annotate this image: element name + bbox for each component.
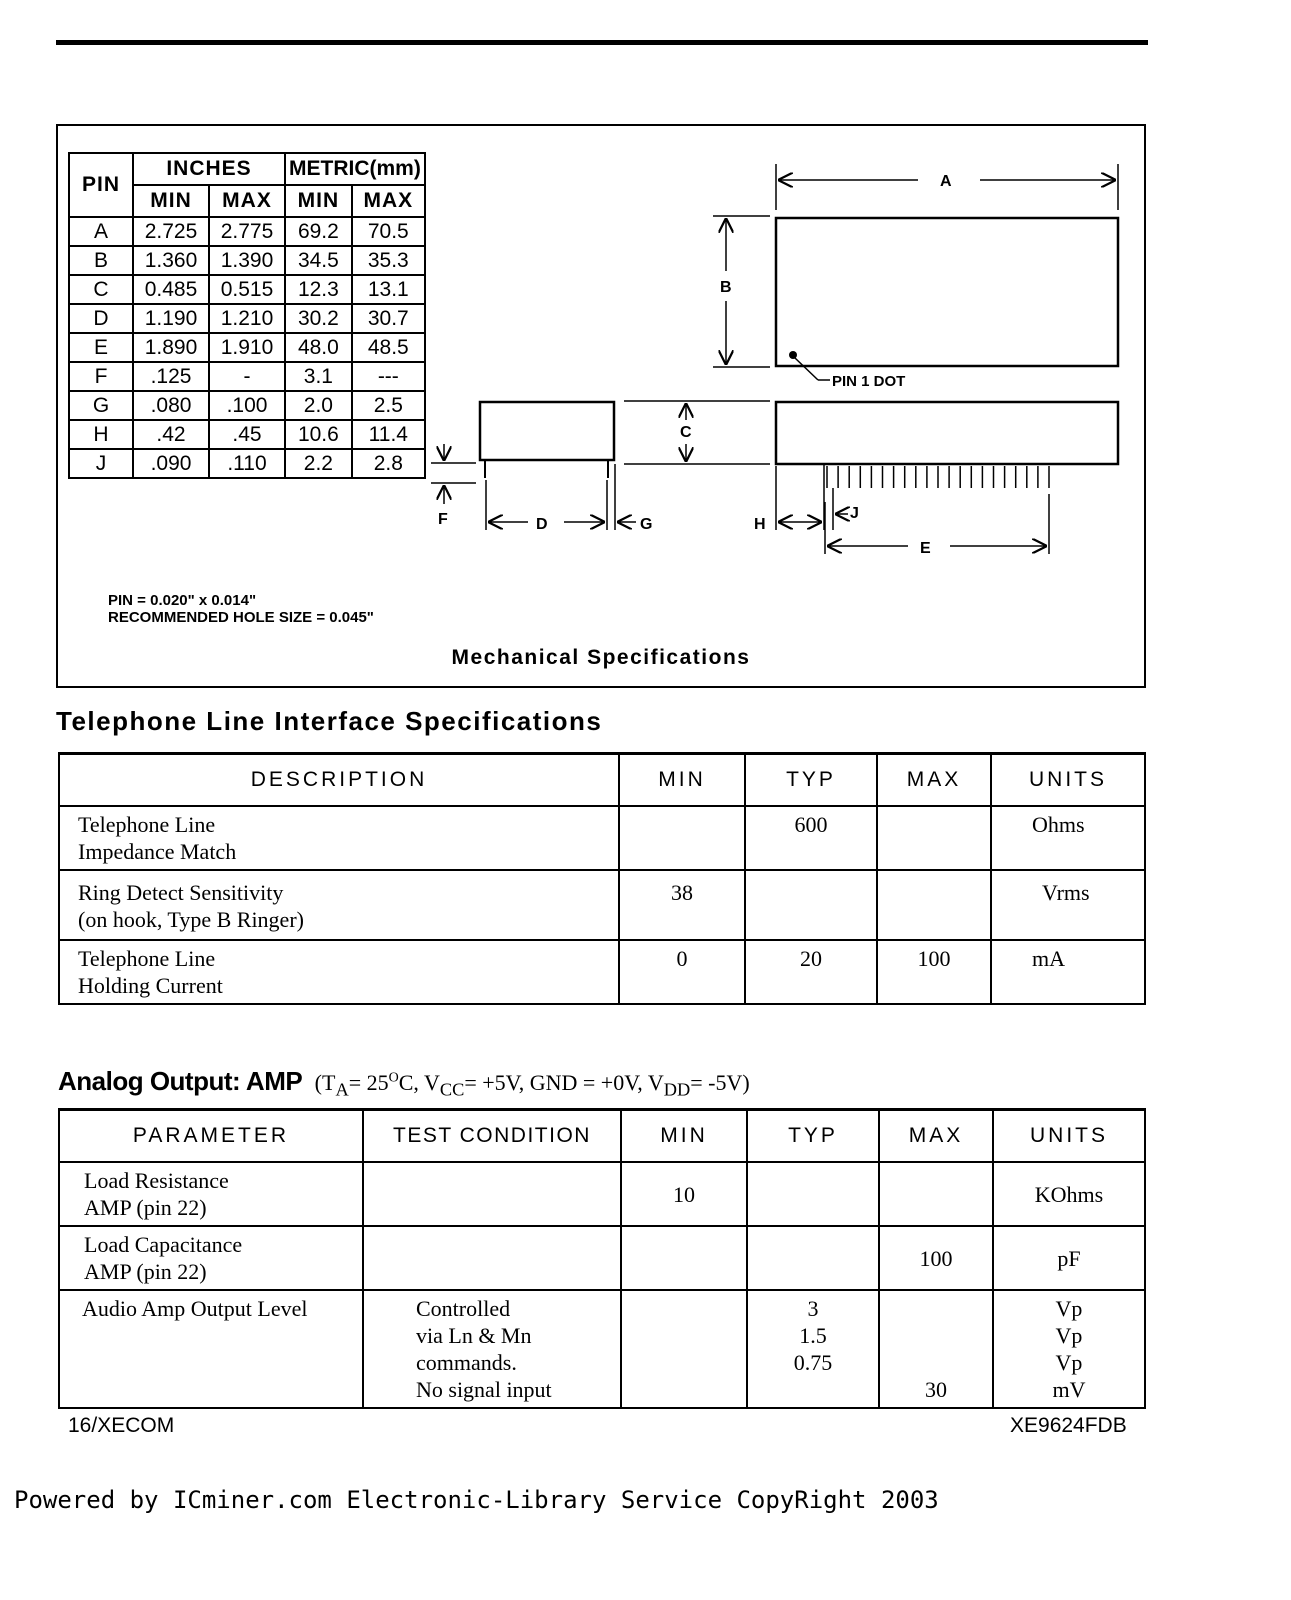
in-max-cell: .45 — [209, 420, 285, 449]
min-cell — [619, 806, 745, 870]
header-parameter: PARAMETER — [59, 1110, 363, 1163]
typ-line: 1.5 — [799, 1323, 827, 1348]
analog-section-heading — [58, 1066, 750, 1100]
dim-d-label: D — [536, 516, 548, 533]
description-line: Holding Current — [78, 973, 223, 998]
in-max-cell: 1.910 — [209, 333, 285, 362]
header-in-max: MAX — [209, 185, 285, 217]
dim-f-label: F — [438, 511, 448, 528]
min-cell: 0 — [619, 940, 745, 1004]
side-view-outline — [776, 402, 1118, 464]
dim-c-label: C — [680, 424, 692, 441]
max-cell: 100 — [879, 1226, 993, 1290]
in-max-cell: 1.390 — [209, 246, 285, 275]
mm-min-cell: 10.6 — [285, 420, 352, 449]
parameter-line: AMP (pin 22) — [84, 1259, 207, 1284]
footer-part-number: XE9624FDB — [1010, 1414, 1127, 1437]
mm-max-cell: 30.7 — [352, 304, 425, 333]
top-view-outline — [776, 218, 1118, 366]
units-line: Vp — [1055, 1350, 1083, 1375]
header-max: MAX — [877, 754, 991, 807]
cond-sub: DD — [663, 1079, 691, 1100]
parameter-line: AMP (pin 22) — [84, 1195, 207, 1220]
condition-line: Controlled — [416, 1296, 511, 1321]
cond-text: (T — [314, 1070, 336, 1095]
units-cell: Vrms — [991, 870, 1145, 940]
description-cell — [59, 940, 619, 1004]
in-min-cell: 2.725 — [133, 217, 209, 246]
units-cell: mA — [991, 940, 1145, 1004]
parameter-cell — [59, 1226, 363, 1290]
min-cell — [621, 1226, 747, 1290]
mechanical-spec-frame — [56, 124, 1146, 688]
mm-max-cell: 35.3 — [352, 246, 425, 275]
in-min-cell: 0.485 — [133, 275, 209, 304]
header-min: MIN — [619, 754, 745, 807]
units-cell: KOhms — [993, 1162, 1145, 1226]
test-condition-cell — [363, 1290, 621, 1408]
cond-text: = +5V, GND = +0V, V — [464, 1070, 664, 1095]
pin-cell: B — [69, 246, 133, 275]
mm-min-cell: 69.2 — [285, 217, 352, 246]
cond-sub: A — [335, 1079, 349, 1100]
header-test-condition: TEST CONDITION — [363, 1110, 621, 1163]
description-cell — [59, 806, 619, 870]
typ-cell — [745, 870, 877, 940]
mm-min-cell: 12.3 — [285, 275, 352, 304]
in-min-cell: 1.190 — [133, 304, 209, 333]
typ-line: 0.75 — [793, 1350, 833, 1375]
mm-min-cell: 2.0 — [285, 391, 352, 420]
test-condition-cell — [363, 1226, 621, 1290]
units-line: Vp — [1055, 1323, 1083, 1348]
cond-sup: O — [388, 1070, 399, 1086]
dim-h-label: H — [754, 516, 766, 533]
analog-conditions — [314, 1070, 750, 1100]
description-cell — [59, 870, 619, 940]
dim-g-label: G — [640, 516, 653, 533]
units-cell — [993, 1290, 1145, 1408]
telephone-spec-table — [58, 752, 1146, 1005]
header-pin: PIN — [69, 153, 133, 217]
max-line: 30 — [925, 1377, 947, 1402]
max-cell — [877, 870, 991, 940]
in-min-cell: 1.360 — [133, 246, 209, 275]
in-min-cell: .090 — [133, 449, 209, 478]
table-row — [59, 806, 1145, 870]
table-row — [59, 870, 1145, 940]
description-line: Impedance Match — [78, 839, 237, 864]
telephone-section-title: Telephone Line Interface Specifications — [56, 706, 603, 736]
analog-spec-table — [58, 1108, 1146, 1409]
in-max-cell: 1.210 — [209, 304, 285, 333]
footer-page-number: 16/XECOM — [68, 1414, 175, 1437]
units-cell: Ohms — [991, 806, 1145, 870]
mm-max-cell: 48.5 — [352, 333, 425, 362]
typ-cell: 20 — [745, 940, 877, 1004]
mm-max-cell: --- — [352, 362, 425, 391]
header-max: MAX — [879, 1110, 993, 1163]
pin1-label: PIN 1 DOT — [832, 373, 906, 390]
max-cell — [879, 1290, 993, 1408]
description-line: (on hook, Type B Ringer) — [78, 907, 304, 932]
header-mm-min: MIN — [285, 185, 352, 217]
end-view-outline — [480, 402, 614, 460]
mm-max-cell: 70.5 — [352, 217, 425, 246]
cond-text: = -5V) — [690, 1070, 750, 1095]
header-units: UNITS — [991, 754, 1145, 807]
header-typ: TYP — [747, 1110, 879, 1163]
header-metric: METRIC(mm) — [285, 153, 425, 185]
pin-cell: E — [69, 333, 133, 362]
in-min-cell: .125 — [133, 362, 209, 391]
table-row — [59, 1162, 1145, 1226]
units-line: mV — [1052, 1377, 1086, 1402]
mm-max-cell: 11.4 — [352, 420, 425, 449]
min-cell: 10 — [621, 1162, 747, 1226]
parameter-cell — [59, 1162, 363, 1226]
test-condition-cell — [363, 1162, 621, 1226]
pin-cell: G — [69, 391, 133, 420]
in-min-cell: 1.890 — [133, 333, 209, 362]
table-row — [59, 1226, 1145, 1290]
pin-cell: A — [69, 217, 133, 246]
description-line: Telephone Line — [78, 946, 216, 971]
cond-text: = 25 — [348, 1070, 389, 1095]
max-line — [898, 1295, 974, 1322]
mm-min-cell: 3.1 — [285, 362, 352, 391]
dim-e-label: E — [920, 540, 931, 557]
in-min-cell: .080 — [133, 391, 209, 420]
in-max-cell: 0.515 — [209, 275, 285, 304]
typ-cell: 600 — [745, 806, 877, 870]
mm-max-cell: 2.8 — [352, 449, 425, 478]
parameter-line: Load Resistance — [84, 1168, 229, 1193]
analog-section-title: Analog Output: AMP — [58, 1066, 303, 1096]
description-line: Telephone Line — [78, 812, 216, 837]
header-mm-max: MAX — [352, 185, 425, 217]
mm-max-cell: 2.5 — [352, 391, 425, 420]
header-in-min: MIN — [133, 185, 209, 217]
table-row — [59, 940, 1145, 1004]
typ-cell — [747, 1290, 879, 1408]
mm-min-cell: 2.2 — [285, 449, 352, 478]
parameter-line: Load Capacitance — [84, 1232, 243, 1257]
header-inches: INCHES — [133, 153, 285, 185]
min-cell: 38 — [619, 870, 745, 940]
mm-min-cell: 34.5 — [285, 246, 352, 275]
pin-size-note: PIN = 0.020" x 0.014" — [108, 592, 257, 609]
hole-size-note: RECOMMENDED HOLE SIZE = 0.045" — [108, 609, 374, 626]
dim-b-label: B — [720, 279, 732, 296]
cond-sub: CC — [439, 1079, 465, 1100]
header-min: MIN — [621, 1110, 747, 1163]
units-line: Vp — [1055, 1296, 1083, 1321]
mechanical-caption: Mechanical Specifications — [451, 646, 751, 669]
max-line — [898, 1349, 974, 1376]
in-max-cell: - — [209, 362, 285, 391]
top-rule — [56, 40, 1148, 45]
in-max-cell: .100 — [209, 391, 285, 420]
max-cell: 100 — [877, 940, 991, 1004]
condition-line: via Ln & Mn — [416, 1323, 532, 1348]
max-cell — [877, 806, 991, 870]
min-cell — [621, 1290, 747, 1408]
dim-j-label: J — [850, 505, 859, 522]
cond-text: C, V — [398, 1070, 440, 1095]
condition-line: commands. — [416, 1350, 517, 1375]
typ-line: 3 — [807, 1296, 819, 1321]
dim-a-label: A — [940, 173, 952, 190]
condition-line: No signal input — [416, 1377, 552, 1402]
pin-notes — [108, 592, 374, 626]
powered-by-notice: Powered by ICminer.com Electronic-Library Service CopyRight 2003 — [14, 1486, 939, 1514]
in-max-cell: .110 — [209, 449, 285, 478]
max-line — [898, 1322, 974, 1349]
mm-max-cell: 13.1 — [352, 275, 425, 304]
typ-cell — [747, 1162, 879, 1226]
pin-cell: D — [69, 304, 133, 333]
pin-cell: F — [69, 362, 133, 391]
pin-cell: J — [69, 449, 133, 478]
pin-cell: C — [69, 275, 133, 304]
header-units: UNITS — [993, 1110, 1145, 1163]
mm-min-cell: 30.2 — [285, 304, 352, 333]
description-line: Ring Detect Sensitivity — [78, 880, 284, 905]
in-min-cell: .42 — [133, 420, 209, 449]
header-description: DESCRIPTION — [59, 754, 619, 807]
in-max-cell: 2.775 — [209, 217, 285, 246]
pin-cell: H — [69, 420, 133, 449]
mm-min-cell: 48.0 — [285, 333, 352, 362]
units-cell: pF — [993, 1226, 1145, 1290]
pin-row — [827, 466, 1049, 488]
table-row — [59, 1290, 1145, 1408]
typ-line — [766, 1376, 860, 1403]
max-cell — [879, 1162, 993, 1226]
typ-cell — [747, 1226, 879, 1290]
header-typ: TYP — [745, 754, 877, 807]
parameter-cell: Audio Amp Output Level — [59, 1290, 363, 1408]
